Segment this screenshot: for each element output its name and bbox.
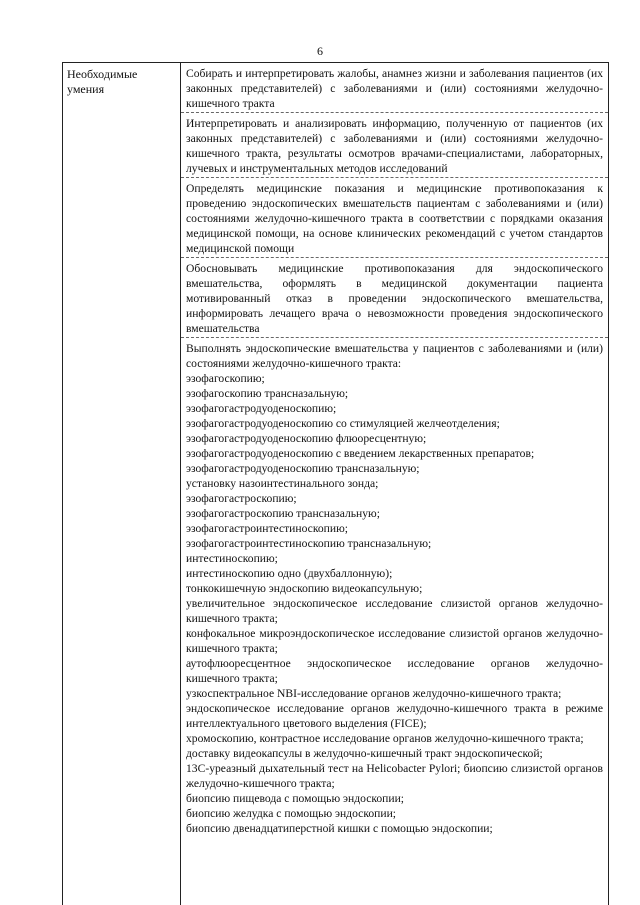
skills-table: [62, 62, 609, 905]
procedure-line: узкоспектральное NBI-исследование органов желудочно-кишечного тракта;: [186, 687, 562, 700]
procedure-line: увеличительное эндоскопическое исследование слизистой органов желудочно-кишечного тракта;: [186, 597, 603, 625]
skill-item: Интерпретировать и анализировать информацию, полученную от пациентов (их законных представителей) с заболеваниями и (или) состояниями желудочно-кишечного тракта, результаты осмотров врачами-специалистами, лабораторных, лучевых и инструментальных методов исследований: [181, 113, 608, 178]
procedure-line: интестиноскопию одно (двухбаллонную);: [186, 567, 393, 580]
skill-item: Определять медицинские показания и медицинские противопоказания к проведению эндоскопических вмешательств пациентам с заболеваниями и (или) состояниями желудочно-кишечного тракта в соответствии с порядками оказания медицинской помощи, на основе клинических рекомендаций с учетом стандартов медицинской помощи: [181, 178, 608, 258]
procedure-line: эзофагогастродуоденоскопию со стимуляцией желчеотделения;: [186, 417, 500, 430]
procedure-line: эзофагоскопию трансназальную;: [186, 387, 349, 400]
procedure-line: эзофагогастродуоденоскопию с введением лекарственных препаратов;: [186, 447, 535, 460]
page-number: 6: [317, 44, 323, 58]
procedure-line: эзофагогастроинтестиноскопию;: [186, 522, 348, 535]
procedure-line: 13С-уреазный дыхательный тест на Helicobacter Pylori; биопсию слизистой органов желудочно-кишечного тракта;: [186, 762, 603, 790]
procedure-line: биопсию двенадцатиперстной кишки с помощью эндоскопии;: [186, 822, 493, 835]
procedure-line: интестиноскопию;: [186, 552, 278, 565]
procedures-item: [181, 338, 608, 837]
procedure-line: хромоскопию, контрастное исследование органов желудочно-кишечного тракта;: [186, 732, 584, 745]
procedure-line: установку назоинтестинального зонда;: [186, 477, 379, 490]
procedure-line: доставку видеокапсулы в желудочно-кишечный тракт эндоскопической;: [186, 747, 543, 760]
procedure-line: эзофагогастродуоденоскопию трансназальную;: [186, 462, 420, 475]
procedure-line: эзофагогастроскопию;: [186, 492, 297, 505]
procedure-line: эндоскопическое исследование органов желудочно-кишечного тракта в режиме интеллектуального цветового выделения (FICE);: [186, 702, 603, 730]
skill-item: Обосновывать медицинские противопоказания для эндоскопического вмешательства, оформлять в медицинской документации пациента мотивированный отказ в проведении эндоскопического вмешательства, информировать лечащего врача о невозможности проведения эндоскопического вмешательства: [181, 258, 608, 338]
row-label: Необходимые умения: [63, 63, 181, 905]
procedures-list: [186, 371, 603, 836]
procedure-line: эзофагогастродуоденоскопию;: [186, 402, 337, 415]
procedure-line: аутофлюоресцентное эндоскопическое исследование органов желудочно-кишечного тракта;: [186, 657, 603, 685]
skill-item: Собирать и интерпретировать жалобы, анамнез жизни и заболевания пациентов (их законных представителей) с заболеваниями и (или) состояниями желудочно-кишечного тракта: [181, 63, 608, 113]
procedure-line: биопсию пищевода с помощью эндоскопии;: [186, 792, 405, 805]
procedure-line: биопсию желудка с помощью эндоскопии;: [186, 807, 396, 820]
procedure-line: эзофагоскопию;: [186, 372, 265, 385]
procedure-line: конфокальное микроэндоскопическое исследование слизистой органов желудочно-кишечного тракта;: [186, 627, 603, 655]
procedure-line: тонкокишечную эндоскопию видеокапсульную;: [186, 582, 423, 595]
procedure-line: эзофагогастроинтестиноскопию трансназальную;: [186, 537, 432, 550]
procedure-line: эзофагогастродуоденоскопию флюоресцентную;: [186, 432, 427, 445]
skills-cell: [181, 63, 608, 905]
procedure-line: эзофагогастроскопию трансназальную;: [186, 507, 380, 520]
procedures-intro: Выполнять эндоскопические вмешательства у пациентов с заболеваниями и (или) состояниями желудочно-кишечного тракта:: [186, 342, 603, 370]
